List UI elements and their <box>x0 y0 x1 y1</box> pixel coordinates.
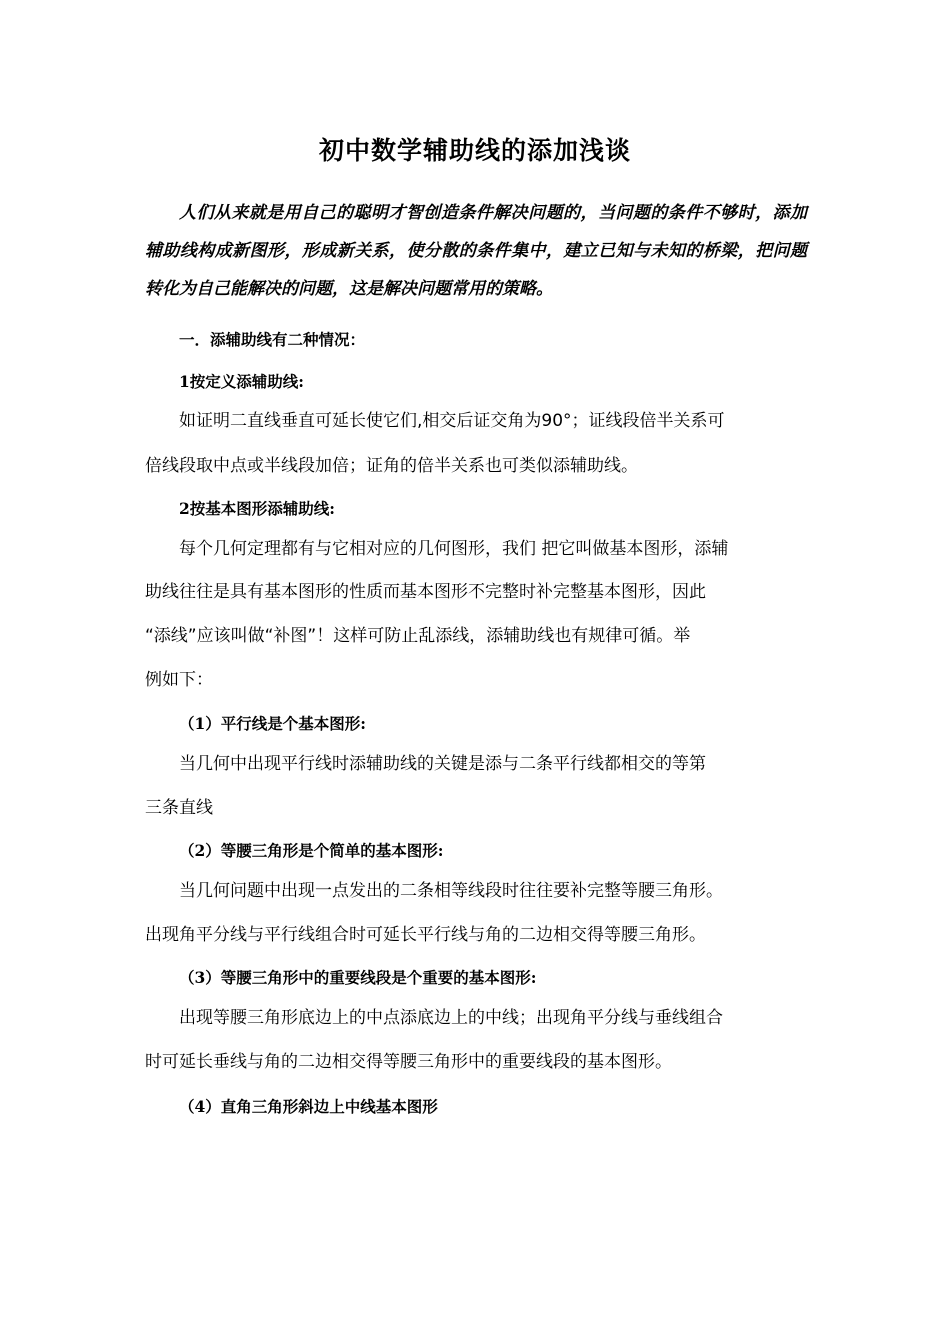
intro-paragraph: 人们从来就是用自己的聪明才智创造条件解决问题的，当问题的条件不够时，添加辅助线构成新图形，形成新关系，使分散的条件集中，建立已知与未知的桥梁，把问题转化为自己能解决的问题，这是解决问题常用的策略。 <box>145 203 807 299</box>
item3-line-1: 出现等腰三角形底边上的中点添底边上的中线；出现角平分线与垂线组合 <box>179 1008 723 1028</box>
item1-heading: （1）平行线是个基本图形: <box>179 714 367 733</box>
sub1-heading: 1按定义添辅助线: <box>179 372 305 391</box>
page-title: 初中数学辅助线的添加浅谈 <box>318 136 631 165</box>
item2-line-1: 当几何问题中出现一点发出的二条相等线段时往往要补完整等腰三角形。 <box>179 881 723 901</box>
section1-heading: 一．添辅助线有二种情况： <box>179 330 366 349</box>
sub2-line-4: 例如下： <box>145 670 213 690</box>
item2-line-2: 出现角平分线与平行线组合时可延长平行线与角的二边相交得等腰三角形。 <box>145 925 706 945</box>
sub1-line-2: 倍线段取中点或半线段加倍；证角的倍半关系也可类似添辅助线。 <box>145 456 638 476</box>
sub1-line-1: 如证明二直线垂直可延长使它们,相交后证交角为90°；证线段倍半关系可 <box>179 411 725 431</box>
item1-line-2: 三条直线 <box>145 798 213 818</box>
sub2-line-2: 助线往往是具有基本图形的性质而基本图形不完整时补完整基本图形，因此 <box>145 582 706 602</box>
item3-heading: （3）等腰三角形中的重要线段是个重要的基本图形: <box>179 968 537 987</box>
item3-line-2: 时可延长垂线与角的二边相交得等腰三角形中的重要线段的基本图形。 <box>145 1052 672 1072</box>
item1-line-1: 当几何中出现平行线时添辅助线的关键是添与二条平行线都相交的等第 <box>179 754 706 774</box>
item4-heading: （4）直角三角形斜边上中线基本图形 <box>179 1097 438 1116</box>
sub2-line-1: 每个几何定理都有与它相对应的几何图形，我们 把它叫做基本图形，添辅 <box>179 539 729 559</box>
sub2-line-3: “添线”应该叫做“补图”！这样可防止乱添线，添辅助线也有规律可循。举 <box>145 626 691 646</box>
item2-heading: （2）等腰三角形是个简单的基本图形: <box>179 841 444 860</box>
sub2-heading: 2按基本图形添辅助线: <box>179 499 336 518</box>
